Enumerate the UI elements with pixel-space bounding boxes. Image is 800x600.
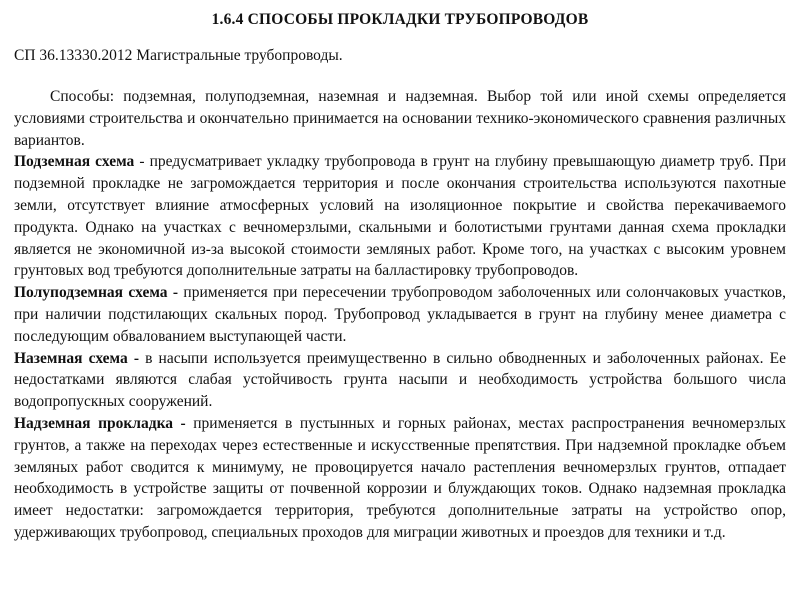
text-above-ground: применяется в пустынных и горных районах, местах распространения вечномерзлых грунтов, а также на переходах через естественные и искусственные препятствия. При надземной прокладке объем земляных работ сводится к минимуму, не провоцируется начало растепления вечномерзлых грунтов, отпадает необходимость в устройстве защиты от почвенной коррозии и блуждающих токов. Однако надземная прокладка имеет недостатки: загромождается территория, требуются дополнительные затраты на устройство опор, удерживающих трубопровод, специальных проходов для миграции животных и проездов для техники и т.д. bbox=[14, 414, 786, 541]
term-underground: Подземная схема bbox=[14, 153, 135, 171]
section-title: 1.6.4 СПОСОБЫ ПРОКЛАДКИ ТРУБОПРОВОДОВ bbox=[211, 11, 589, 28]
paragraph-above-ground bbox=[14, 413, 786, 544]
text-ground: в насыпи используется преимущественно в сильно обводненных и заболоченных районах. Ее недостатками являются слабая устойчивость грунта насыпи и необходимость устройства большого числа водопропускных сооружений. bbox=[14, 349, 786, 411]
text-underground: - предусматривает укладку трубопровода в грунт на глубину превышающую диаметр труб. При подземной прокладке не загромождается территория и после окончания строительства используются пахотные земли, отсутствует влияние атмосферных условий на изоляционное покрытие и свойства перекачиваемого продукта. Однако на участках с вечномерзлыми, скальными и болотистыми грунтами данная схема прокладки является не экономичной из-за высокой стоимости земляных работ. Кроме того, на участках с высоким уровнем грунтовых вод требуются дополнительные затраты на балластировку трубопроводов. bbox=[14, 153, 787, 280]
standard-reference: СП 36.13330.2012 Магистральные трубопроводы. bbox=[14, 47, 343, 64]
paragraph-semi-underground bbox=[14, 282, 786, 347]
text-semi-underground: применяется при пересечении трубопроводом заболоченных или солончаковых участков, при наличии подстилающих скальных пород. Трубопровод укладывается в грунт на глубину менее диаметра с последующим обвалованием выступающей части. bbox=[14, 284, 786, 345]
paragraph-underground bbox=[14, 151, 786, 282]
term-above-ground: Надземная прокладка - bbox=[14, 414, 186, 432]
document-page bbox=[14, 10, 786, 544]
term-ground: Наземная схема - bbox=[14, 349, 140, 367]
paragraph-ground bbox=[14, 348, 786, 413]
intro-paragraph: Способы: подземная, полуподземная, наземная и надземная. Выбор той или иной схемы определяется условиями строительства и окончательно принимается на основании технико-экономического сравнения различных вариантов. bbox=[14, 88, 786, 149]
term-semi-underground: Полуподземная схема - bbox=[14, 284, 179, 302]
